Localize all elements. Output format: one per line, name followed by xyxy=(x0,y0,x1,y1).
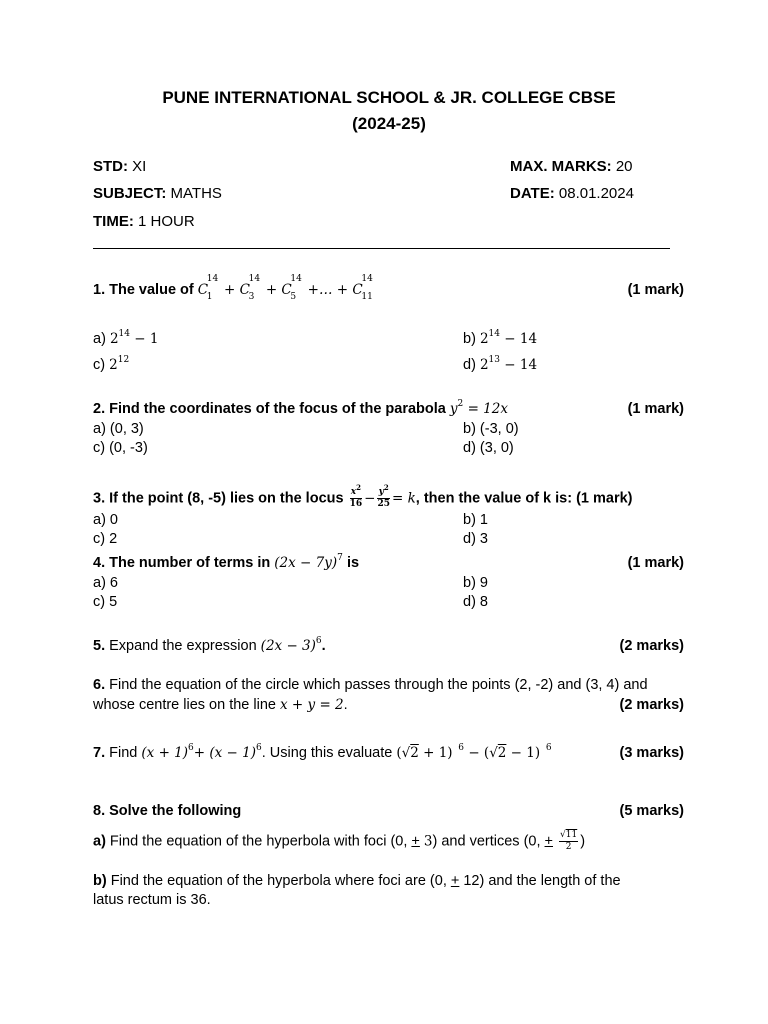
date-label: DATE: xyxy=(510,185,555,202)
q8-marks: (5 marks) xyxy=(619,803,684,819)
header-divider xyxy=(93,248,670,249)
q7-text-mid: . Using this evaluate xyxy=(261,745,393,761)
q4-text-post: is xyxy=(346,555,360,571)
q3-text-pre: 3. If the point (8, -5) lies on the locus xyxy=(93,490,344,507)
std-label: STD: xyxy=(93,158,128,175)
q7-expression-1: $(x + 1)^6+ (x - 1)^6$ xyxy=(141,743,262,761)
date-value: 08.01.2024 xyxy=(554,185,634,202)
q8-b-line-1: Find the equation of the hyperbola where foci are (0, xyxy=(106,873,447,889)
q8-part-a: a) Find the equation of the hyperbola with foci (0, + 3) and vertices (0, + $\frac{√11}{2}$ ) xyxy=(93,830,586,852)
q4-option-c: c) 5 xyxy=(93,594,118,610)
q4-expression: $(2x - 7y)^7$ xyxy=(274,553,343,571)
time-value: 1 HOUR xyxy=(133,213,195,230)
q8-b-line-1b: 12) and the length of the xyxy=(459,873,621,889)
school-title: PUNE INTERNATIONAL SCHOOL & JR. COLLEGE CBSE xyxy=(162,88,616,107)
max-marks-row xyxy=(510,158,633,175)
q8-b-label: b) xyxy=(93,873,107,889)
q3-option-b: b) 1 xyxy=(463,512,488,528)
q4-option-d: d) 8 xyxy=(463,594,488,610)
q2-option-d: d) (3, 0) xyxy=(463,440,514,456)
q6-equation: x + y = 2 xyxy=(280,697,344,713)
subject-value: MATHS xyxy=(166,185,222,202)
session-year: (2024-25) xyxy=(352,114,426,133)
q1-marks: (1 mark) xyxy=(627,282,684,298)
q4-option-a: a) 6 xyxy=(93,575,118,591)
q6-marks: (2 marks) xyxy=(619,697,684,713)
std-row xyxy=(93,158,146,175)
q7-text-pre: Find xyxy=(105,745,138,761)
time-row xyxy=(93,213,195,230)
q8-a-fraction: $\frac{√11}{2}$ xyxy=(560,830,578,852)
question-8: 8. Solve the following xyxy=(93,803,242,819)
q7-marks: (3 marks) xyxy=(619,745,684,761)
q2-text: 2. Find the coordinates of the focus of the parabola xyxy=(93,401,446,417)
q1-option-c: c) $2^{12}$ xyxy=(93,355,130,373)
q8-a-text: Find the equation of the hyperbola with foci (0, xyxy=(105,833,408,850)
q5-number: 5. xyxy=(93,638,106,654)
max-marks-label: MAX. MARKS: xyxy=(510,158,612,175)
q3-fraction-2: $\frac{y^2}{25}$ xyxy=(377,483,390,509)
q5-text: Expand the expression xyxy=(105,638,257,654)
question-7 xyxy=(93,745,552,761)
q5-expression: $(2x - 3)^6$ xyxy=(260,636,322,654)
q4-marks: (1 mark) xyxy=(627,555,684,571)
question-5: 5. Expand the expression $(2x - 3)^6$. xyxy=(93,636,326,654)
q3-option-a: a) 0 xyxy=(93,512,118,528)
q1-expression: C 14 1 + C 14 3 + C 14 5 +… + C 14 11 xyxy=(197,274,373,302)
subject-row xyxy=(93,185,222,202)
q2-marks: (1 mark) xyxy=(627,401,684,417)
question-2 xyxy=(93,401,508,417)
q1-text: 1. The value of xyxy=(93,282,194,298)
question-4 xyxy=(93,555,359,571)
q8-part-b-line-1: b) Find the equation of the hyperbola where foci are (0, + 12) and the length of the xyxy=(93,873,621,889)
question-1 xyxy=(93,274,373,302)
q1-option-b: b) $2^{14} - 14$ xyxy=(463,329,538,347)
q1-option-d: d) $2^{13} - 14$ xyxy=(463,355,538,373)
q3-option-d: d) 3 xyxy=(463,531,488,547)
q4-text-pre: 4. The number of terms in xyxy=(93,555,271,571)
q2-option-b: b) (-3, 0) xyxy=(463,421,519,437)
q3-option-c: c) 2 xyxy=(93,531,118,547)
q2-option-c: c) (0, -3) xyxy=(93,440,148,456)
question-6-line-1 xyxy=(93,677,648,693)
q6-line-2: whose centre lies on the line xyxy=(93,697,276,713)
q7-expression-2: (√2 + 1) $^6$ − (√2 − 1) $^6$ xyxy=(396,743,552,761)
q8-a-text-2: ) and vertices (0, xyxy=(432,833,541,850)
q2-option-a: a) (0, 3) xyxy=(93,421,144,437)
std-value: XI xyxy=(128,158,147,175)
q6-line-1: Find the equation of the circle which passes through the points (2, -2) and (3, 4) and xyxy=(105,677,648,693)
q3-text-post: , then the value of k is: (1 mark) xyxy=(415,490,633,507)
q7-number: 7. xyxy=(93,745,106,761)
q2-equation: $y^2 = 12x$ xyxy=(449,399,508,417)
question-3: 3. If the point (8, -5) lies on the locus $\frac{x^2}{16}$ − $\frac{y^2}{25}$ = k, then the value of k is: (1 mark) xyxy=(93,483,633,509)
question-6-line-2: whose centre lies on the line x + y = 2. xyxy=(93,697,348,713)
q5-marks: (2 marks) xyxy=(619,638,684,654)
max-marks-value: 20 xyxy=(611,158,633,175)
time-label: TIME: xyxy=(93,213,134,230)
q3-fraction-1: $\frac{x^2}{16}$ xyxy=(349,483,363,509)
q1-option-a: a) $2^{14} - 1$ xyxy=(93,329,159,347)
subject-label: SUBJECT: xyxy=(93,185,167,202)
q4-option-b: b) 9 xyxy=(463,575,488,591)
q8-part-b-line-2: latus rectum is 36. xyxy=(93,892,211,908)
q8-a-label: a) xyxy=(93,833,106,850)
q6-number: 6. xyxy=(93,677,106,693)
date-row xyxy=(510,185,634,202)
